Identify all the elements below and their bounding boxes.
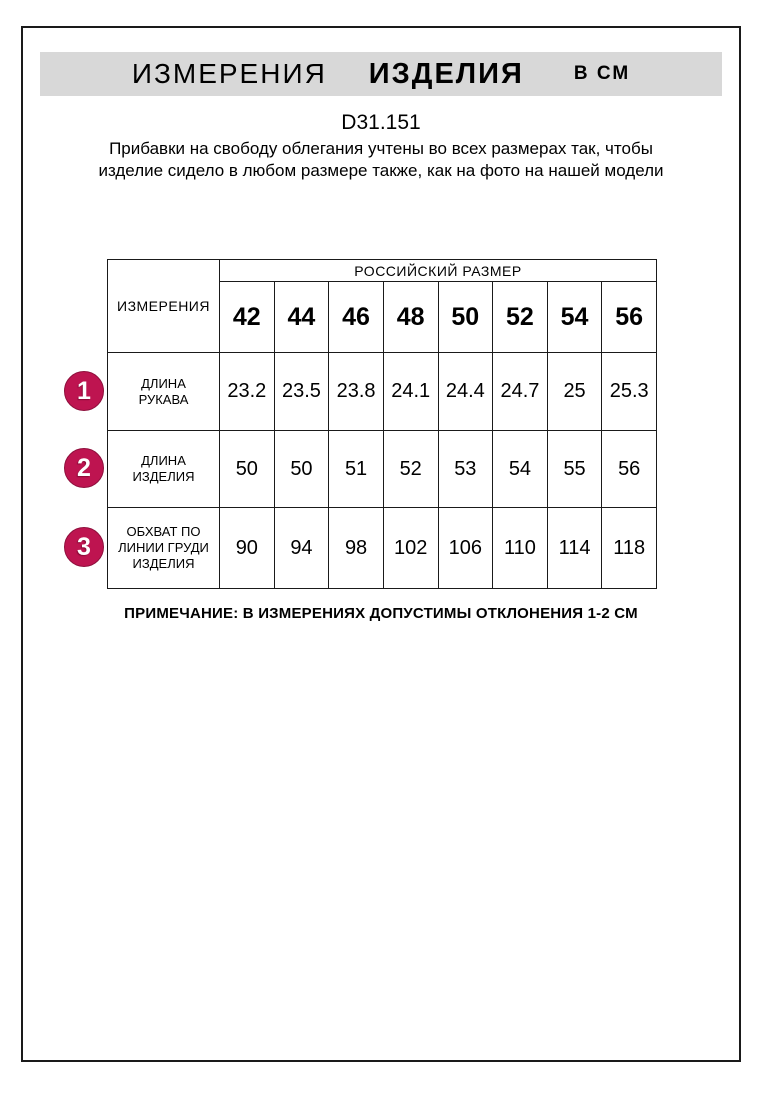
table-row-chest-girth	[108, 508, 657, 589]
row-number-badge-1: 1	[64, 371, 104, 411]
row-label: ДЛИНА ИЗДЕЛИЯ	[108, 431, 220, 508]
table-cell: 51	[329, 431, 384, 508]
size-header: 56	[602, 282, 657, 353]
title-bar	[40, 52, 722, 96]
table-cell: 94	[274, 508, 329, 589]
table-cell: 98	[329, 508, 384, 589]
table-cell: 90	[220, 508, 275, 589]
table-cell: 25.3	[602, 353, 657, 431]
table-cell: 25	[547, 353, 602, 431]
table-cell: 50	[274, 431, 329, 508]
table-cell: 106	[438, 508, 493, 589]
table-cell: 55	[547, 431, 602, 508]
table-cell: 52	[383, 431, 438, 508]
table-cell: 24.1	[383, 353, 438, 431]
table-cell: 114	[547, 508, 602, 589]
table-cell: 102	[383, 508, 438, 589]
table-cell: 110	[493, 508, 548, 589]
size-header: 48	[383, 282, 438, 353]
model-number: D31.151	[341, 111, 421, 134]
table-cell: 23.2	[220, 353, 275, 431]
title-product: ИЗДЕЛИЯ	[368, 57, 524, 90]
table-cell: 24.4	[438, 353, 493, 431]
table-row-sleeve-length	[108, 353, 657, 431]
table-cell: 56	[602, 431, 657, 508]
table-cell: 118	[602, 508, 657, 589]
size-header: 46	[329, 282, 384, 353]
row-label: ДЛИНА РУКАВА	[108, 353, 220, 431]
fit-description: Прибавки на свободу облегания учтены во всех размерах так, чтобы изделие сидело в любом размере также, как на фото на нашей модели	[98, 139, 664, 180]
table-header-group-row	[108, 260, 657, 282]
size-header: 52	[493, 282, 548, 353]
table-cell: 23.8	[329, 353, 384, 431]
size-header: 44	[274, 282, 329, 353]
size-header: 42	[220, 282, 275, 353]
size-header: 54	[547, 282, 602, 353]
page-border-frame	[21, 26, 741, 1062]
table-cell: 23.5	[274, 353, 329, 431]
table-cell: 24.7	[493, 353, 548, 431]
column-header-russian-size: РОССИЙСКИЙ РАЗМЕР	[220, 260, 657, 282]
table-cell: 50	[220, 431, 275, 508]
table-row-item-length	[108, 431, 657, 508]
table-cell: 54	[493, 431, 548, 508]
column-header-measurements: ИЗМЕРЕНИЯ	[108, 260, 220, 353]
table-cell: 53	[438, 431, 493, 508]
size-header: 50	[438, 282, 493, 353]
title-units: В СМ	[573, 63, 631, 84]
title-measurements: ИЗМЕРЕНИЯ	[131, 58, 327, 89]
row-number-badge-2: 2	[64, 448, 104, 488]
tolerance-note: ПРИМЕЧАНИЕ: В ИЗМЕРЕНИЯХ ДОПУСТИМЫ ОТКЛОНЕНИЯ 1-2 СМ	[124, 605, 638, 622]
size-table	[107, 259, 657, 589]
row-label: ОБХВАТ ПО ЛИНИИ ГРУДИ ИЗДЕЛИЯ	[108, 508, 220, 589]
row-number-badge-3: 3	[64, 527, 104, 567]
